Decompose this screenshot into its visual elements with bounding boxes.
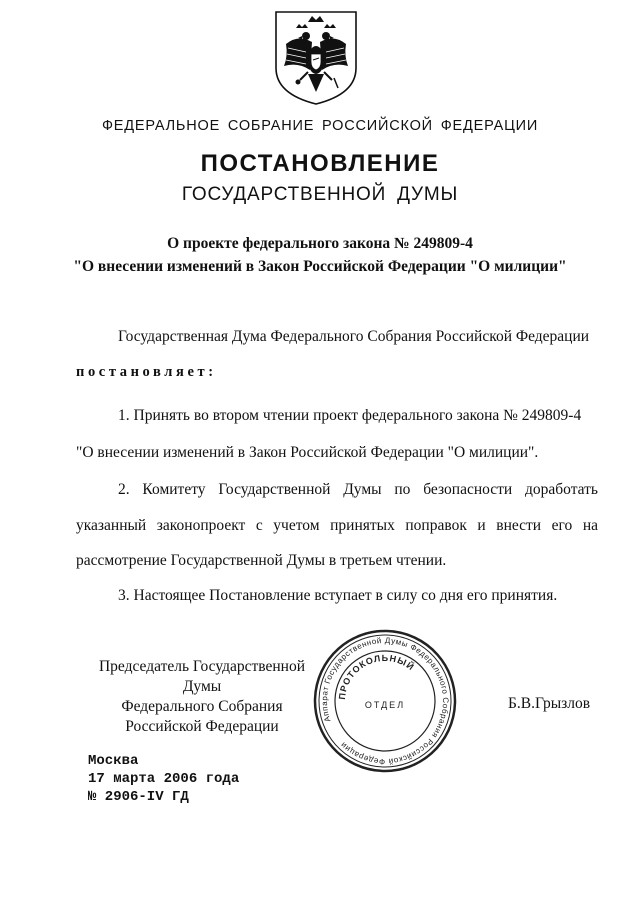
position-line-3: Российской Федерации <box>125 718 279 735</box>
footer-city: Москва <box>88 753 139 769</box>
russian-coat-of-arms-icon <box>268 8 364 108</box>
item-2-line-3: рассмотрение Государственной Думы в третьем чтении. <box>76 552 447 569</box>
decrees-word: постановляет: <box>76 364 217 380</box>
signatory-position <box>82 657 322 737</box>
item-1-line-2: "О внесении изменений в Закон Российской Федерации "О милиции". <box>76 444 539 461</box>
intro-paragraph: Государственная Дума Федерального Собрания Российской Федерации <box>118 328 590 345</box>
document-footer <box>88 752 239 806</box>
official-stamp <box>310 626 460 776</box>
footer-number: № 2906-IV ГД <box>88 789 189 805</box>
footer-date: 17 марта 2006 года <box>88 771 240 787</box>
stamp-center-text: ОТДЕЛ <box>364 700 406 710</box>
subject-line-2: "О внесении изменений в Закон Российской Федерации "О милиции" <box>73 258 567 275</box>
svg-text:ПРОТОКОЛЬНЫЙ <box>327 641 421 703</box>
item-1-line-1: 1. Принять во втором чтении проект федерального закона № 249809-4 <box>118 407 582 424</box>
item-2-line-2: указанный законопроект с учетом принятых поправок и внести его на <box>76 517 598 534</box>
organization-name: ФЕДЕРАЛЬНОЕ СОБРАНИЕ РОССИЙСКОЙ ФЕДЕРАЦИИ <box>101 118 539 134</box>
subject-line-1: О проекте федерального закона № 249809-4 <box>167 235 473 252</box>
signatory-name: Б.В.Грызлов <box>508 695 591 712</box>
item-3: 3. Настоящее Постановление вступает в силу со дня его принятия. <box>118 587 558 604</box>
stamp-ring-text: Аппарат Государственной Думы Федерального Собрания Российской Федерации <box>319 635 451 767</box>
document-subtitle: ГОСУДАРСТВЕННОЙ ДУМЫ <box>181 184 459 205</box>
document-title: ПОСТАНОВЛЕНИЕ <box>200 150 440 177</box>
emblem <box>268 8 364 108</box>
stamp-seal-icon <box>310 626 460 776</box>
position-line-2: Федерального Собрания <box>121 698 283 715</box>
document-subject <box>0 232 640 278</box>
stamp-inner-text: ПРОТОКОЛЬНЫЙ <box>336 652 417 701</box>
position-line-1: Председатель Государственной Думы <box>98 658 306 695</box>
item-2-line-1: 2. Комитету Государственной Думы по безопасности доработать <box>118 481 598 498</box>
